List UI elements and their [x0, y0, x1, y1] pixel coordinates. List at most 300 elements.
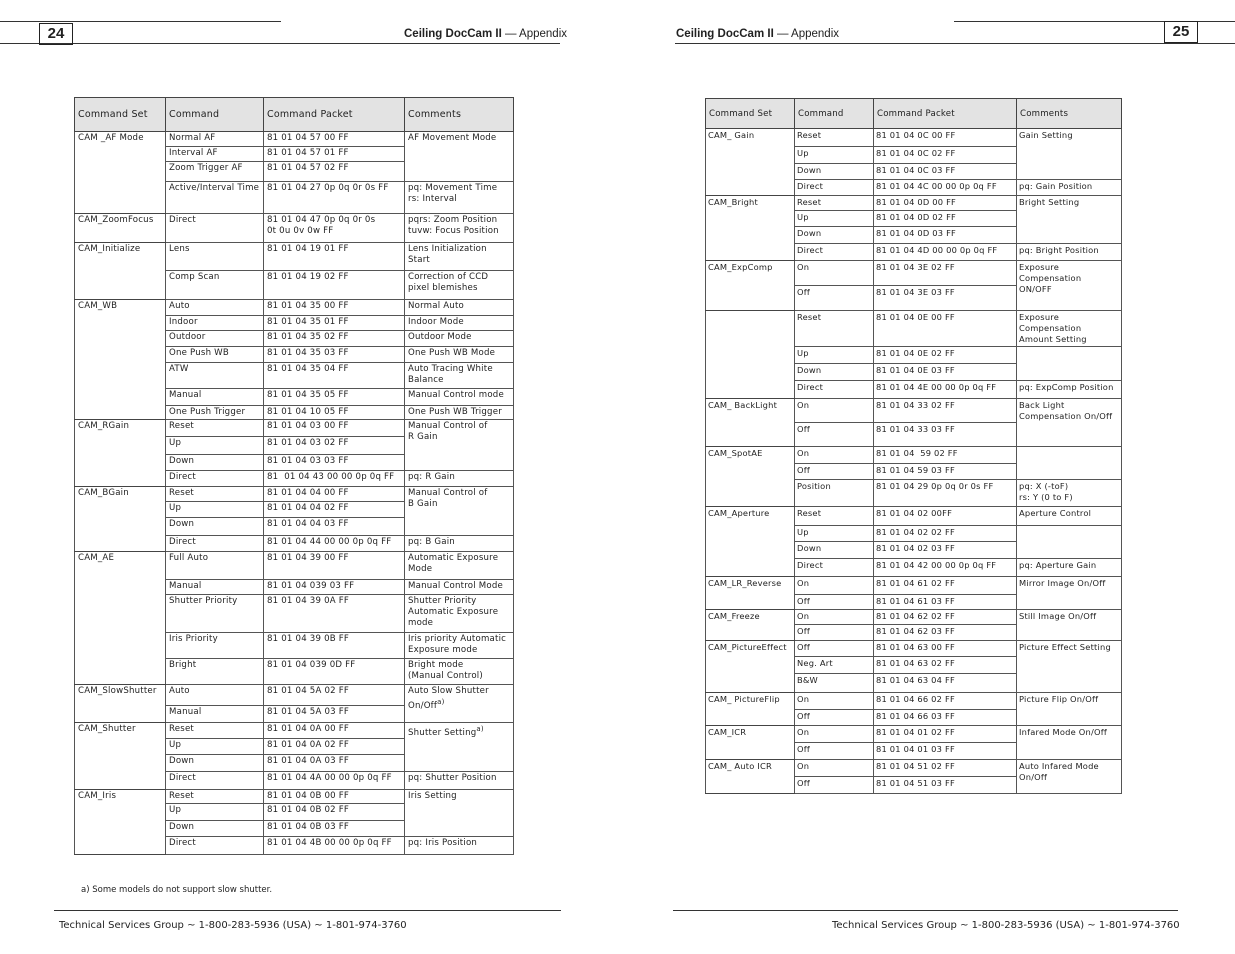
- command-packet-cell: 81 01 04 4B 00 00 0p 0q FF: [264, 837, 405, 855]
- comment-cell: [1017, 381, 1122, 399]
- comment-cell: [405, 595, 514, 633]
- command-set-cell: CAM_Aperture: [706, 507, 795, 577]
- command-packet-cell: 81 01 04 35 02 FF: [264, 331, 405, 347]
- comment-text: Still Image On/Off: [1019, 611, 1097, 621]
- table-row: [706, 129, 1122, 147]
- command-cell: Iris Priority: [166, 633, 264, 659]
- command-cell: Up: [166, 804, 264, 821]
- command-packet-cell: 81 01 04 01 02 FF: [874, 726, 1017, 743]
- table-row: [75, 132, 514, 147]
- command-packet-cell: 81 01 04 19 02 FF: [264, 271, 405, 300]
- comment-cell: [405, 347, 514, 363]
- command-set-cell: CAM_LR_Reverse: [706, 577, 795, 610]
- command-packet-cell: 81 01 04 039 0D FF: [264, 659, 405, 685]
- command-cell: On: [795, 447, 874, 464]
- table-row: [75, 243, 514, 271]
- command-set-cell: CAM_BGain: [75, 487, 166, 552]
- command-cell: Zoom Trigger AF: [166, 162, 264, 182]
- command-cell: Up: [795, 147, 874, 164]
- comment-text: Exposure Compensation Amount Setting: [1019, 312, 1087, 344]
- footnote: a) Some models do not support slow shutter.: [81, 885, 273, 895]
- comment-cell: [1017, 196, 1122, 244]
- command-cell: Off: [795, 423, 874, 447]
- command-packet-cell: 81 01 04 62 03 FF: [874, 625, 1017, 641]
- column-header: Command: [166, 98, 264, 132]
- command-packet-cell: 81 01 04 35 05 FF: [264, 389, 405, 406]
- command-cell: Down: [795, 364, 874, 381]
- comment-cell: [405, 685, 514, 723]
- footer-rule-left: [54, 910, 561, 911]
- command-set-cell: CAM_ICR: [706, 726, 795, 760]
- command-packet-cell: 81 01 04 61 03 FF: [874, 595, 1017, 610]
- comment-text: pqrs: Zoom Position tuvw: Focus Position: [408, 215, 499, 236]
- command-packet-cell: 81 01 04 5A 02 FF: [264, 685, 405, 706]
- command-cell: On: [795, 693, 874, 710]
- command-packet-cell: 81 01 04 03 00 FF: [264, 420, 405, 437]
- comment-cell: [405, 487, 514, 536]
- table-row: [706, 726, 1122, 743]
- command-cell: Down: [795, 542, 874, 559]
- command-cell: Reset: [795, 507, 874, 526]
- comment-text: Indoor Mode: [408, 317, 464, 327]
- command-packet-cell: 81 01 04 4A 00 00 0p 0q FF: [264, 772, 405, 790]
- command-packet-cell: 81 01 04 4E 00 00 0p 0q FF: [874, 381, 1017, 399]
- table-row: [75, 214, 514, 243]
- command-cell: Comp Scan: [166, 271, 264, 300]
- command-cell: Down: [166, 821, 264, 837]
- command-cell: Off: [795, 710, 874, 726]
- comment-cell: [405, 723, 514, 772]
- command-packet-cell: 81 01 04 03 03 FF: [264, 455, 405, 471]
- command-packet-cell: 81 01 04 0D 03 FF: [874, 227, 1017, 244]
- comment-text: Gain Setting: [1019, 130, 1073, 140]
- comment-cell: [405, 363, 514, 389]
- comment-text: Shutter Setting: [408, 727, 477, 738]
- command-packet-cell: 81 01 04 0B 02 FF: [264, 804, 405, 821]
- running-header: [404, 27, 567, 41]
- command-packet-cell: 81 01 04 0A 02 FF: [264, 739, 405, 755]
- command-cell: On: [795, 726, 874, 743]
- command-packet-cell: 81 01 04 59 03 FF: [874, 464, 1017, 480]
- comment-text: Shutter Priority Automatic Exposure mode: [408, 596, 499, 628]
- header-rule-right: [675, 43, 1235, 44]
- command-cell: Manual: [166, 580, 264, 595]
- comment-text: Correction of CCD pixel blemishes: [408, 272, 489, 293]
- command-cell: Auto: [166, 300, 264, 316]
- command-packet-cell: 81 01 04 19 01 FF: [264, 243, 405, 271]
- column-header: Comments: [405, 98, 514, 132]
- comment-cell: [405, 331, 514, 347]
- comment-text: Auto Infared Mode On/Off: [1019, 761, 1099, 782]
- comment-text: pq: ExpComp Position: [1019, 382, 1114, 392]
- header-rule-left-top: [0, 21, 281, 22]
- comment-cell: [405, 837, 514, 855]
- command-packet-cell: 81 01 04 66 03 FF: [874, 710, 1017, 726]
- comment-text: One Push WB Trigger: [408, 407, 502, 417]
- command-packet-cell: 81 01 04 39 0A FF: [264, 595, 405, 633]
- command-cell: Reset: [795, 129, 874, 147]
- command-cell: One Push Trigger: [166, 406, 264, 420]
- comment-text: pq: R Gain: [408, 472, 455, 482]
- command-packet-cell: 81 01 04 04 03 FF: [264, 518, 405, 536]
- comment-cell: [405, 552, 514, 580]
- command-cell: Down: [795, 227, 874, 244]
- comment-text: Iris priority Automatic Exposure mode: [408, 634, 507, 655]
- command-set-cell: CAM_ZoomFocus: [75, 214, 166, 243]
- command-cell: Reset: [795, 311, 874, 347]
- command-cell: Reset: [795, 196, 874, 211]
- command-cell: Reset: [166, 487, 264, 502]
- command-cell: Direct: [795, 381, 874, 399]
- comment-cell: [1017, 311, 1122, 347]
- comment-cell: [1017, 129, 1122, 180]
- command-cell: On: [795, 399, 874, 423]
- comment-cell: [1017, 480, 1122, 507]
- command-set-cell: CAM_ BackLight: [706, 399, 795, 447]
- command-cell: Up: [795, 211, 874, 227]
- command-packet-cell: 81 01 04 0E 02 FF: [874, 347, 1017, 364]
- command-packet-cell: 81 01 04 57 01 FF: [264, 147, 405, 162]
- command-packet-cell: 81 01 04 66 02 FF: [874, 693, 1017, 710]
- command-cell: Up: [166, 502, 264, 518]
- table-row: [706, 641, 1122, 657]
- command-packet-cell: 81 01 04 0C 00 FF: [874, 129, 1017, 147]
- command-packet-cell: 81 01 04 0D 00 FF: [874, 196, 1017, 211]
- command-packet-cell: 81 01 04 4D 00 00 0p 0q FF: [874, 244, 1017, 261]
- command-cell: Auto: [166, 685, 264, 706]
- comment-cell: [405, 420, 514, 471]
- comment-cell: [405, 300, 514, 316]
- comment-text: Manual Control Mode: [408, 581, 503, 591]
- comment-cell: [1017, 559, 1122, 577]
- comment-text: Back Light Compensation On/Off: [1019, 400, 1113, 421]
- comment-cell: [1017, 693, 1122, 726]
- command-set-cell: CAM_Iris: [75, 790, 166, 855]
- command-packet-cell: 81 01 04 35 04 FF: [264, 363, 405, 389]
- table-row: [75, 790, 514, 804]
- command-set-cell: CAM_ PictureFlip: [706, 693, 795, 726]
- command-cell: Up: [166, 739, 264, 755]
- command-packet-cell: 81 01 04 63 04 FF: [874, 674, 1017, 693]
- command-packet-cell: 81 01 04 0E 03 FF: [874, 364, 1017, 381]
- command-packet-cell: 81 01 04 02 03 FF: [874, 542, 1017, 559]
- command-cell: Off: [795, 641, 874, 657]
- command-cell: Reset: [166, 790, 264, 804]
- comment-text: Manual Control of B Gain: [408, 488, 488, 509]
- comment-cell: [405, 182, 514, 214]
- comment-cell: [405, 406, 514, 420]
- command-packet-cell: 81 01 04 5A 03 FF: [264, 706, 405, 723]
- comment-text: Automatic Exposure Mode: [408, 553, 499, 574]
- comment-text: pq: Shutter Position: [408, 773, 497, 783]
- command-packet-cell: 81 01 04 43 00 00 0p 0q FF: [264, 471, 405, 487]
- command-cell: Direct: [166, 471, 264, 487]
- comment-text: Iris Setting: [408, 791, 457, 801]
- comment-text: Auto Slow Shutter On/Off: [408, 686, 489, 711]
- command-set-cell: CAM_ Auto ICR: [706, 760, 795, 794]
- command-cell: On: [795, 610, 874, 625]
- header-rule-left: [0, 43, 560, 44]
- command-cell: Indoor: [166, 316, 264, 331]
- comment-text: pq: Bright Position: [1019, 245, 1099, 255]
- command-packet-cell: 81 01 04 02 02 FF: [874, 526, 1017, 542]
- comment-cell: [405, 214, 514, 243]
- command-cell: Bright: [166, 659, 264, 685]
- comment-cell: [1017, 507, 1122, 526]
- command-packet-cell: 81 01 04 4C 00 00 0p 0q FF: [874, 180, 1017, 196]
- command-packet-cell: 81 01 04 0D 02 FF: [874, 211, 1017, 227]
- command-cell: Shutter Priority: [166, 595, 264, 633]
- comment-text: Auto Tracing White Balance: [408, 364, 493, 385]
- command-set-cell: CAM_RGain: [75, 420, 166, 487]
- table-row: [706, 261, 1122, 286]
- comment-text: Outdoor Mode: [408, 332, 472, 342]
- command-cell: B&W: [795, 674, 874, 693]
- command-cell: Off: [795, 743, 874, 760]
- table-row: [706, 507, 1122, 526]
- command-set-cell: CAM_AE: [75, 552, 166, 685]
- command-cell: Direct: [795, 559, 874, 577]
- command-packet-cell: 81 01 04 33 02 FF: [874, 399, 1017, 423]
- comment-cell: [405, 772, 514, 790]
- comment-cell: [405, 580, 514, 595]
- header-title: Ceiling DocCam II: [676, 28, 774, 40]
- table-row: [706, 693, 1122, 710]
- command-cell: One Push WB: [166, 347, 264, 363]
- command-cell: On: [795, 261, 874, 286]
- command-set-cell: CAM_ Gain: [706, 129, 795, 196]
- command-cell: Direct: [795, 180, 874, 196]
- command-packet-cell: 81 01 04 35 00 FF: [264, 300, 405, 316]
- comment-text: Normal Auto: [408, 301, 464, 311]
- command-cell: Full Auto: [166, 552, 264, 580]
- comment-text: pq: Iris Position: [408, 838, 478, 848]
- command-cell: Direct: [166, 536, 264, 552]
- comment-cell: [1017, 526, 1122, 559]
- command-cell: On: [795, 577, 874, 595]
- comment-cell: [405, 659, 514, 685]
- command-packet-cell: 81 01 04 0C 02 FF: [874, 147, 1017, 164]
- comment-text: Lens Initialization Start: [408, 244, 487, 265]
- running-header: [676, 27, 839, 41]
- command-cell: Normal AF: [166, 132, 264, 147]
- command-cell: Manual: [166, 706, 264, 723]
- command-packet-cell: 81 01 04 02 00FF: [874, 507, 1017, 526]
- footnote-marker: a): [476, 725, 484, 733]
- command-packet-cell: 81 01 04 63 02 FF: [874, 657, 1017, 674]
- command-packet-cell: 81 01 04 04 00 FF: [264, 487, 405, 502]
- comment-cell: [1017, 610, 1122, 641]
- command-cell: Active/Interval Time: [166, 182, 264, 214]
- comment-text: Bright Setting: [1019, 197, 1080, 207]
- command-cell: Up: [795, 347, 874, 364]
- command-packet-cell: 81 01 04 0E 00 FF: [874, 311, 1017, 347]
- comment-text: Bright mode (Manual Control): [408, 660, 483, 681]
- command-packet-cell: 81 01 04 04 02 FF: [264, 502, 405, 518]
- command-cell: Reset: [166, 420, 264, 437]
- header-section: Appendix: [519, 28, 568, 40]
- command-set-cell: CAM_PictureEffect: [706, 641, 795, 693]
- comment-text: pq: B Gain: [408, 537, 455, 547]
- command-cell: Down: [166, 455, 264, 471]
- comment-cell: [1017, 180, 1122, 196]
- command-packet-cell: 81 01 04 33 03 FF: [874, 423, 1017, 447]
- command-cell: Outdoor: [166, 331, 264, 347]
- command-cell: Direct: [795, 244, 874, 261]
- table-row: [706, 399, 1122, 423]
- table-row: [706, 311, 1122, 347]
- command-packet-cell: 81 01 04 59 02 FF: [874, 447, 1017, 464]
- comment-text: Infared Mode On/Off: [1019, 727, 1107, 737]
- comment-cell: [1017, 447, 1122, 480]
- command-set-cell: CAM_Initialize: [75, 243, 166, 300]
- command-cell: Off: [795, 464, 874, 480]
- comment-cell: [1017, 261, 1122, 311]
- header-separator: —: [776, 28, 789, 40]
- command-packet-cell: 81 01 04 63 00 FF: [874, 641, 1017, 657]
- table-header-row: [75, 98, 514, 132]
- command-set-cell: CAM_ExpComp: [706, 261, 795, 311]
- command-packet-cell: 81 01 04 0A 00 FF: [264, 723, 405, 739]
- table-row: [706, 196, 1122, 211]
- page-number: 24: [39, 23, 73, 45]
- comment-text: Manual Control of R Gain: [408, 421, 488, 442]
- command-cell: On: [795, 760, 874, 777]
- command-cell: Up: [795, 526, 874, 542]
- comment-cell: [405, 271, 514, 300]
- table-row: [75, 685, 514, 706]
- command-set-cell: [706, 311, 795, 399]
- table-row: [75, 723, 514, 739]
- command-packet-cell: 81 01 04 61 02 FF: [874, 577, 1017, 595]
- command-packet-cell: 81 01 04 27 0p 0q 0r 0s FF: [264, 182, 405, 214]
- column-header: Command: [795, 99, 874, 129]
- command-set-cell: CAM_Freeze: [706, 610, 795, 641]
- command-packet-cell: 81 01 04 3E 03 FF: [874, 286, 1017, 311]
- command-cell: Down: [166, 518, 264, 536]
- command-cell: Off: [795, 777, 874, 794]
- command-packet-cell: 81 01 04 10 05 FF: [264, 406, 405, 420]
- command-cell: Down: [166, 755, 264, 772]
- comment-cell: [405, 536, 514, 552]
- command-cell: Position: [795, 480, 874, 507]
- header-section: Appendix: [791, 28, 840, 40]
- header-title: Ceiling DocCam II: [404, 28, 502, 40]
- command-packet-cell: 81 01 04 57 02 FF: [264, 162, 405, 182]
- command-packet-cell: 81 01 04 57 00 FF: [264, 132, 405, 147]
- comment-cell: [405, 790, 514, 837]
- comment-cell: [1017, 760, 1122, 794]
- command-cell: Off: [795, 595, 874, 610]
- comment-cell: [405, 633, 514, 659]
- command-packet-cell: 81 01 04 42 00 00 0p 0q FF: [874, 559, 1017, 577]
- comment-text: pq: X (-toF) rs: Y (0 to F): [1019, 481, 1073, 502]
- command-packet-cell: 81 01 04 35 03 FF: [264, 347, 405, 363]
- command-packet-cell: 81 01 04 29 0p 0q 0r 0s FF: [874, 480, 1017, 507]
- command-cell: Up: [166, 437, 264, 455]
- command-cell: Off: [795, 625, 874, 641]
- comment-text: Manual Control mode: [408, 390, 504, 400]
- command-set-cell: CAM_SpotAE: [706, 447, 795, 507]
- comment-text: pq: Gain Position: [1019, 181, 1093, 191]
- table-row: [706, 447, 1122, 464]
- table-row: [75, 300, 514, 316]
- comment-text: Exposure Compensation ON/OFF: [1019, 262, 1082, 294]
- comment-text: pq: Aperture Gain: [1019, 560, 1097, 570]
- comment-text: Picture Flip On/Off: [1019, 694, 1099, 704]
- header-separator: —: [504, 28, 517, 40]
- command-cell: Direct: [166, 214, 264, 243]
- command-packet-cell: 81 01 04 51 03 FF: [874, 777, 1017, 794]
- command-cell: Interval AF: [166, 147, 264, 162]
- command-packet-cell: 81 01 04 039 03 FF: [264, 580, 405, 595]
- column-header: Command Set: [75, 98, 166, 132]
- command-set-cell: CAM_Bright: [706, 196, 795, 261]
- command-set-cell: CAM _AF Mode: [75, 132, 166, 214]
- comment-cell: [405, 243, 514, 271]
- table-row: [75, 552, 514, 580]
- command-packet-cell: 81 01 04 01 03 FF: [874, 743, 1017, 760]
- page-number: 25: [1164, 21, 1198, 43]
- command-packet-cell: 81 01 04 3E 02 FF: [874, 261, 1017, 286]
- command-cell: Lens: [166, 243, 264, 271]
- comment-cell: [405, 471, 514, 487]
- table-row: [706, 610, 1122, 625]
- command-packet-cell: 81 01 04 35 01 FF: [264, 316, 405, 331]
- command-packet-cell: 81 01 04 44 00 00 0p 0q FF: [264, 536, 405, 552]
- column-header: Command Set: [706, 99, 795, 129]
- command-cell: Reset: [166, 723, 264, 739]
- comment-text: Picture Effect Setting: [1019, 642, 1111, 652]
- command-cell: ATW: [166, 363, 264, 389]
- command-packet-cell: 81 01 04 0B 00 FF: [264, 790, 405, 804]
- command-packet-cell: 81 01 04 0B 03 FF: [264, 821, 405, 837]
- command-cell: Down: [795, 164, 874, 180]
- table-row: [75, 487, 514, 502]
- command-table-left: [74, 97, 514, 855]
- column-header: Command Packet: [874, 99, 1017, 129]
- comment-cell: [1017, 641, 1122, 693]
- comment-text: pq: Movement Time rs: Interval: [408, 183, 498, 204]
- column-header: Comments: [1017, 99, 1122, 129]
- command-packet-cell: 81 01 04 47 0p 0q 0r 0s 0t 0u 0v 0w FF: [264, 214, 405, 243]
- command-set-cell: CAM_WB: [75, 300, 166, 420]
- command-cell: Direct: [166, 837, 264, 855]
- comment-text: One Push WB Mode: [408, 348, 496, 358]
- command-packet-cell: 81 01 04 0C 03 FF: [874, 164, 1017, 180]
- footer-text: Technical Services Group ~ 1-800-283-5936 (USA) ~ 1-801-974-3760: [59, 920, 407, 931]
- command-table-right: [705, 98, 1122, 794]
- command-set-cell: CAM_Shutter: [75, 723, 166, 790]
- command-cell: Neg. Art: [795, 657, 874, 674]
- command-packet-cell: 81 01 04 62 02 FF: [874, 610, 1017, 625]
- command-cell: Manual: [166, 389, 264, 406]
- comment-cell: [405, 316, 514, 331]
- comment-cell: [1017, 726, 1122, 760]
- table-row: [706, 760, 1122, 777]
- comment-text: Mirror Image On/Off: [1019, 578, 1106, 588]
- footer-text: Technical Services Group ~ 1-800-283-5936 (USA) ~ 1-801-974-3760: [832, 920, 1180, 931]
- command-set-cell: CAM_SlowShutter: [75, 685, 166, 723]
- column-header: Command Packet: [264, 98, 405, 132]
- footnote-marker: a): [437, 698, 445, 706]
- comment-cell: [1017, 244, 1122, 261]
- footer-rule-right: [673, 910, 1178, 911]
- table-row: [706, 577, 1122, 595]
- table-row: [75, 420, 514, 437]
- command-packet-cell: 81 01 04 39 0B FF: [264, 633, 405, 659]
- table-header-row: [706, 99, 1122, 129]
